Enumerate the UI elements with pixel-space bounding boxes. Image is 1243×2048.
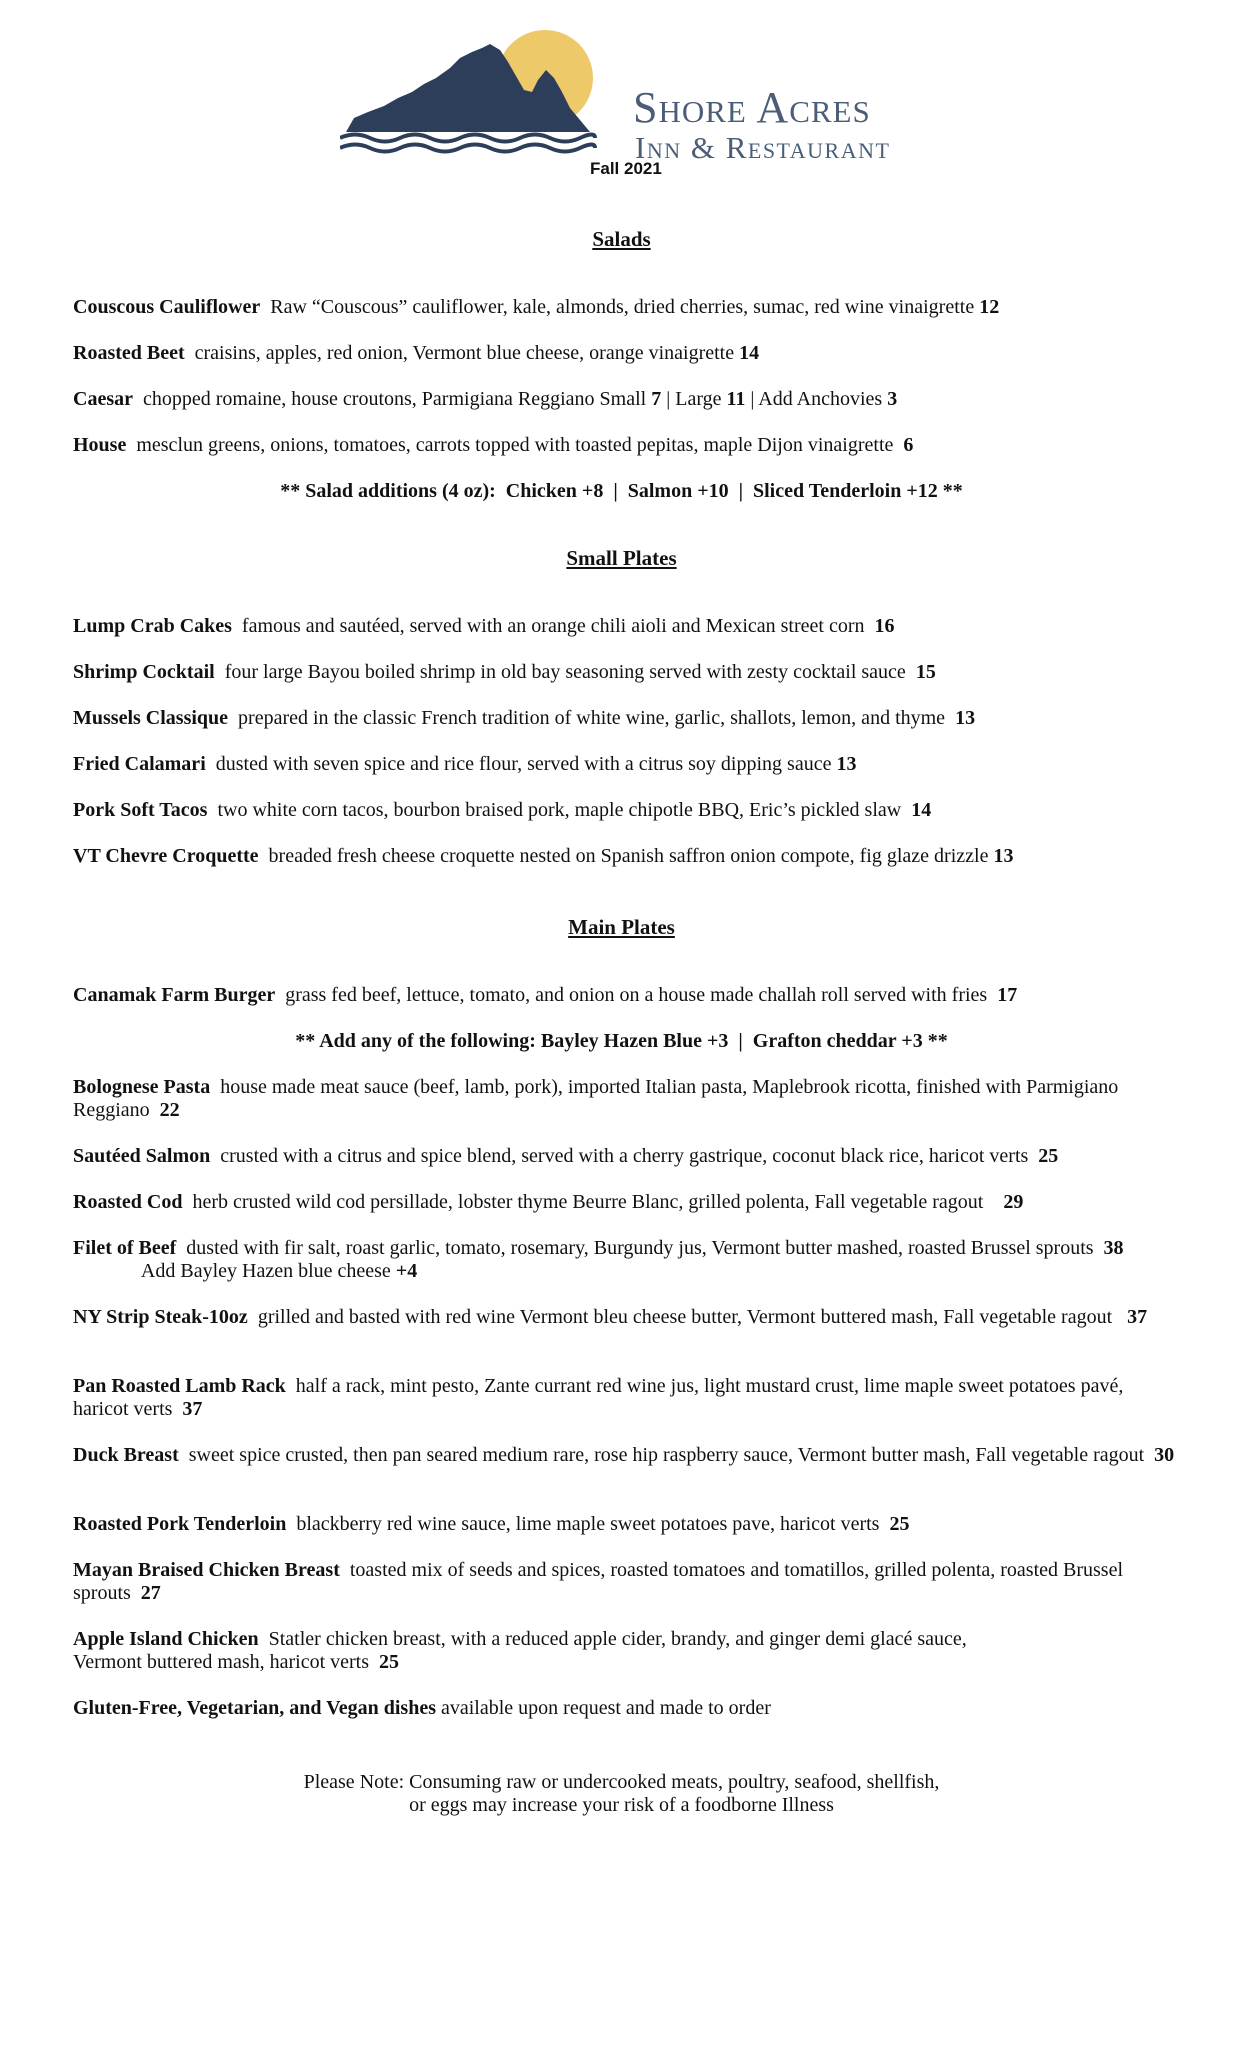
- item-price: 6: [903, 434, 914, 456]
- item-description: grilled and basted with red wine Vermont bleu cheese butter, Vermont buttered mash, Fall vegetable ragout: [257, 1306, 1113, 1328]
- menu-season: Fall 2021: [590, 159, 662, 178]
- menu-item: [73, 1375, 1183, 1421]
- item-price: 13: [836, 753, 857, 775]
- item-name: Bolognese Pasta: [73, 1076, 211, 1098]
- section-heading-salads: Salads: [592, 227, 651, 251]
- item-description: two white corn tacos, bourbon braised pork, maple chipotle BBQ, Eric’s pickled slaw: [217, 799, 902, 821]
- item-price: 25: [379, 1651, 400, 1673]
- menu-item: [73, 753, 1183, 776]
- item-description-continued: Vermont buttered mash, haricot verts: [73, 1651, 370, 1673]
- item-name: Couscous Cauliflower: [73, 296, 261, 318]
- menu-item: [73, 1076, 1183, 1122]
- menu-item: [73, 1628, 1183, 1674]
- menu-item: [73, 845, 1183, 868]
- menu-item: [73, 434, 1183, 457]
- item-description: Raw “Couscous” cauliflower, kale, almonds, dried cherries, sumac, red wine vinaigrette: [270, 296, 975, 318]
- item-description: half a rack, mint pesto, Zante currant red wine jus, light mustard crust, lime maple sweet potatoes pavé, haricot verts: [73, 1375, 1124, 1420]
- menu-item: [73, 1513, 1183, 1536]
- item-name: Roasted Pork Tenderloin: [73, 1513, 287, 1535]
- item-description: grass fed beef, lettuce, tomato, and onion on a house made challah roll served with fries: [285, 984, 988, 1006]
- item-price: 25: [889, 1513, 910, 1535]
- dietary-note: [73, 1697, 1183, 1720]
- item-name: Lump Crab Cakes: [73, 615, 232, 637]
- item-description: crusted with a citrus and spice blend, served with a cherry gastrique, coconut black rice, haricot verts: [220, 1145, 1029, 1167]
- item-description: famous and sautéed, served with an orange chili aioli and Mexican street corn: [241, 615, 865, 637]
- item-name: Duck Breast: [73, 1444, 179, 1466]
- item-description: dusted with seven spice and rice flour, served with a citrus soy dipping sauce: [215, 753, 832, 775]
- menu-item: [73, 1191, 1183, 1214]
- item-name: Fried Calamari: [73, 753, 206, 775]
- item-addon-price: 3: [887, 388, 898, 410]
- item-description: blackberry red wine sauce, lime maple sweet potatoes pave, haricot verts: [296, 1513, 880, 1535]
- item-price: 15: [915, 661, 936, 683]
- item-price: 16: [874, 615, 895, 637]
- item-addon-label: Add Bayley Hazen blue cheese: [140, 1260, 391, 1282]
- item-name: VT Chevre Croquette: [73, 845, 259, 867]
- item-name: Shrimp Cocktail: [73, 661, 215, 683]
- item-name: Pork Soft Tacos: [73, 799, 208, 821]
- health-warning: [0, 1771, 1243, 1817]
- brand-subtitle: Inn & Restaurant: [635, 130, 891, 165]
- item-description: mesclun greens, onions, tomatoes, carrots topped with toasted pepitas, maple Dijon vinaigrette: [136, 434, 894, 456]
- item-price-sep: | Large: [661, 388, 727, 410]
- item-price-small: 7: [651, 388, 662, 410]
- item-description: Statler chicken breast, with a reduced apple cider, brandy, and ginger demi glacé sauce,: [268, 1628, 967, 1650]
- item-description: craisins, apples, red onion, Vermont blue cheese, orange vinaigrette: [194, 342, 735, 364]
- menu-item: [73, 661, 1183, 684]
- item-description: sweet spice crusted, then pan seared medium rare, rose hip raspberry sauce, Vermont butter mash, Fall vegetable ragout: [188, 1444, 1145, 1466]
- item-name: Pan Roasted Lamb Rack: [73, 1375, 286, 1397]
- item-price: 14: [911, 799, 932, 821]
- mountain-sun-logo-icon: [340, 20, 630, 160]
- item-price: 22: [159, 1099, 180, 1121]
- item-price: 38: [1103, 1237, 1124, 1259]
- item-price: 17: [997, 984, 1018, 1006]
- item-description: chopped romaine, house croutons, Parmigiana Reggiano Small: [142, 388, 647, 410]
- item-price: 14: [739, 342, 760, 364]
- item-name: Mayan Braised Chicken Breast: [73, 1559, 340, 1581]
- item-name: Caesar: [73, 388, 133, 410]
- menu-item: [73, 296, 1183, 319]
- item-price: 12: [979, 296, 1000, 318]
- section-heading-main-plates: Main Plates: [568, 915, 675, 939]
- item-price: 13: [993, 845, 1014, 867]
- item-addon-label: | Add Anchovies: [745, 388, 888, 410]
- item-description: house made meat sauce (beef, lamb, pork), imported Italian pasta, Maplebrook ricotta, finished with Parmigiano Reggiano: [73, 1076, 1119, 1121]
- item-description: toasted mix of seeds and spices, roasted tomatoes and tomatillos, grilled polenta, roasted Brussel sprouts: [73, 1559, 1124, 1604]
- menu-item: [73, 1237, 1183, 1283]
- item-price-large: 11: [726, 388, 746, 410]
- item-price: 27: [140, 1582, 161, 1604]
- item-description: prepared in the classic French tradition of white wine, garlic, shallots, lemon, and thyme: [238, 707, 946, 729]
- dietary-note-bold: Gluten-Free, Vegetarian, and Vegan dishes: [73, 1697, 436, 1719]
- item-name: Canamak Farm Burger: [73, 984, 276, 1006]
- item-name: Filet of Beef: [73, 1237, 177, 1259]
- item-name: House: [73, 434, 127, 456]
- menu-item: [73, 388, 1183, 411]
- item-name: NY Strip Steak-10oz: [73, 1306, 248, 1328]
- logo: [340, 20, 920, 170]
- item-description: breaded fresh cheese croquette nested on Spanish saffron onion compote, fig glaze drizzle: [268, 845, 989, 867]
- item-price: 25: [1038, 1145, 1059, 1167]
- health-warning-line1: Please Note: Consuming raw or undercooked meats, poultry, seafood, shellfish,: [303, 1771, 940, 1793]
- item-description: herb crusted wild cod persillade, lobster thyme Beurre Blanc, grilled polenta, Fall vegetable ragout: [192, 1191, 984, 1213]
- item-price: 30: [1154, 1444, 1175, 1466]
- menu-item: [73, 342, 1183, 365]
- menu-item: [73, 707, 1183, 730]
- section-heading-small-plates: Small Plates: [566, 546, 677, 570]
- menu-item: [73, 984, 1183, 1007]
- brand-name: Shore Acres: [633, 83, 871, 132]
- menu-item: [73, 1145, 1183, 1168]
- item-price: 29: [1003, 1191, 1024, 1213]
- menu-item: [73, 615, 1183, 638]
- item-description: four large Bayou boiled shrimp in old bay seasoning served with zesty cocktail sauce: [224, 661, 906, 683]
- item-name: Roasted Cod: [73, 1191, 183, 1213]
- item-price: 37: [1127, 1306, 1148, 1328]
- item-name: Roasted Beet: [73, 342, 185, 364]
- item-description: dusted with fir salt, roast garlic, tomato, rosemary, Burgundy jus, Vermont butter mashed, roasted Brussel sprouts: [186, 1237, 1094, 1259]
- salad-additions: ** Salad additions (4 oz): Chicken +8 | Salmon +10 | Sliced Tenderloin +12 **: [280, 480, 963, 502]
- item-name: Mussels Classique: [73, 707, 229, 729]
- menu-item: [73, 799, 1183, 822]
- menu-item: [73, 1559, 1183, 1605]
- dietary-note-text: available upon request and made to order: [436, 1697, 771, 1719]
- health-warning-line2: or eggs may increase your risk of a foodborne Illness: [409, 1794, 834, 1816]
- menu-item: [73, 1306, 1183, 1329]
- item-price: 13: [955, 707, 976, 729]
- item-price: 37: [182, 1398, 203, 1420]
- item-name: Sautéed Salmon: [73, 1145, 211, 1167]
- burger-additions: ** Add any of the following: Bayley Hazen Blue +3 | Grafton cheddar +3 **: [295, 1030, 948, 1052]
- item-addon-price: +4: [395, 1260, 418, 1282]
- menu-item: [73, 1444, 1183, 1467]
- item-name: Apple Island Chicken: [73, 1628, 259, 1650]
